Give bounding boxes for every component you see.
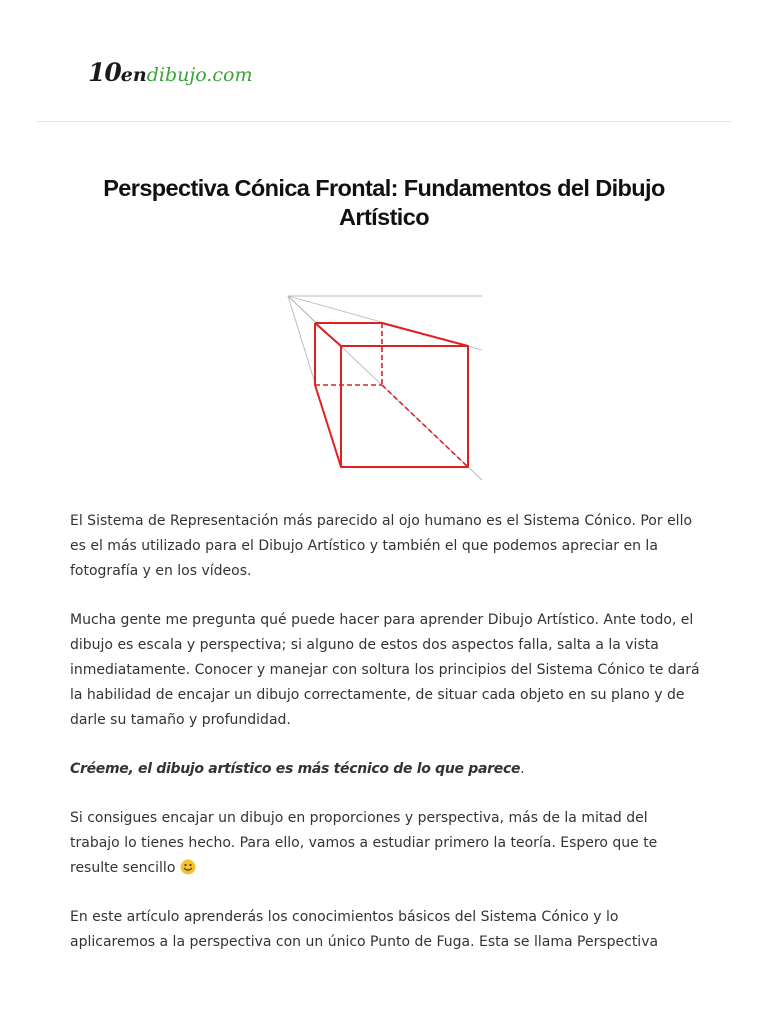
paragraph-2: Mucha gente me pregunta qué puede hacer para aprender Dibujo Artístico. Ante todo, el dibujo es escala y perspectiva; si alguno de estos dos aspectos falla, salta a la vista inmediatamente. Conocer y manejar con soltura los principios del Sistema Cónico te dará la habilidad de encajar un dibujo correctamente, de situar cada objeto en su plano y de darle su tamaño y profundidad. [70, 612, 700, 728]
paragraph-1: El Sistema de Representación más parecido al ojo humano es el Sistema Cónico. Por ello es el más utilizado para el Dibujo Artístico y también el que podemos apreciar en la fotografía y en los vídeos. [70, 513, 693, 579]
cube-top-right-depth [382, 323, 468, 346]
emphasis-period: . [520, 761, 525, 777]
cube-perspective-illustration [278, 288, 490, 484]
paragraph-5: En este artículo aprenderás los conocimientos básicos del Sistema Cónico y lo aplicaremos a la perspectiva con un único Punto de Fuga. Esta se llama Perspectiva [70, 909, 659, 950]
emphasis-text: Créeme, el dibujo artístico es más técnico de lo que parece [70, 761, 521, 777]
site-logo[interactable] [88, 58, 252, 98]
paragraph-4 [70, 806, 700, 881]
smiley-face-icon [180, 859, 196, 875]
site-header [0, 0, 768, 122]
cube-top-left-depth [315, 323, 341, 346]
logo-number: 10 [88, 58, 121, 87]
paragraph-emphasis [70, 757, 700, 782]
logo-domain: dibujo.com [146, 64, 253, 86]
header-divider [36, 121, 732, 122]
article-title: Perspectiva Cónica Frontal: Fundamentos del Dibujo Artístico [103, 175, 665, 230]
paragraph-4-text: Si consigues encajar un dibujo en proporciones y perspectiva, más de la mitad del trabajo lo tienes hecho. Para ello, vamos a estudiar primero la teoría. Espero que te resulte sencillo [70, 810, 658, 876]
cube-bottom-left-depth [315, 385, 341, 467]
article-body [70, 509, 700, 979]
cube-perspective-svg [278, 288, 490, 484]
logo-en: en [120, 64, 147, 86]
